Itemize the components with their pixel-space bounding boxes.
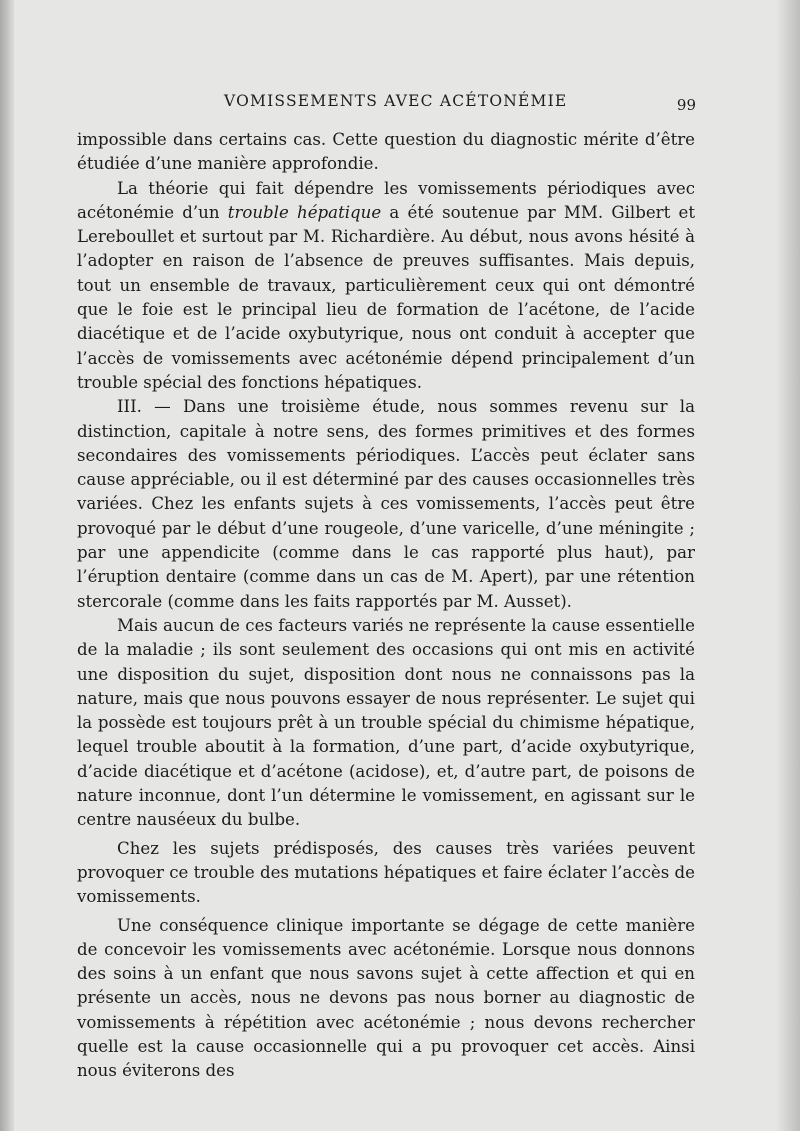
- paragraph-6: [77, 914, 695, 1084]
- binding-shadow: [0, 0, 14, 1131]
- page-number: 99: [676, 96, 696, 114]
- paragraph-3: [77, 395, 695, 614]
- paragraph-5-text: Chez les sujets prédisposés, des causes très variées peuvent provoquer ce trouble des mutations hépatiques et faire éclater l’accès de vomissements.: [77, 838, 695, 907]
- paragraph-4-text: Mais aucun de ces facteurs variés ne représente la cause essentielle de la maladie ; ils sont seulement des occasions qui ont mis en activité une disposition du sujet, disposition dont nous ne connaissons pas la nature, mais que nous pouvons essayer de nous représenter. Le sujet qui la possède est toujours prêt à un trouble spécial du chimisme hépatique, lequel trouble aboutit à la formation, d’une part, d’acide oxybutyrique, d’acide diacétique et d’acétone (acidose), et, d’autre part, de poisons de nature inconnue, dont l’un détermine le vomissement, en agissant sur le centre nauséeux du bulbe.: [77, 615, 695, 830]
- paragraph-2-text-after: a été soutenue par MM. Gilbert et Lereboullet et surtout par M. Richardière. Au début, nous avons hésité à l’adopter en raison de l’absence de preuves suffisantes. Mais depuis, tout un ensemble de travaux, particulièrement ceux qui ont démontré que le foie est le principal lieu de formation de l’acétone, de l’acide diacétique et de l’acide oxybutyrique, nous ont conduit à accepter que l’accès de vomissements avec acétonémie dépend principalement d’un trouble spécial des fonctions hépatiques.: [77, 202, 695, 392]
- paragraph-3-text: III. — Dans une troisième étude, nous sommes revenu sur la distinction, capitale à notre sens, des formes primitives et des formes secondaires des vomissements périodiques. L’accès peut éclater sans cause appréciable, ou il est déterminé par des causes occasionnelles très variées. Chez les enfants sujets à ces vomissements, l’accès peut être provoqué par le début d’une rougeole, d’une varicelle, d’une méningite ; par une appendicite (comme dans le cas rapporté plus haut), par l’éruption dentaire (comme dans un cas de M. Apert), par une rétention stercorale (comme dans les faits rapportés par M. Ausset).: [77, 397, 695, 611]
- page-edge-shadow: [776, 0, 800, 1131]
- paragraph-5: [77, 837, 695, 910]
- paragraph-4: [77, 614, 695, 833]
- paragraph-2: [77, 177, 695, 396]
- paragraph-6-text: Une conséquence clinique importante se dégage de cette manière de concevoir les vomissements avec acétonémie. Lorsque nous donnons des soins à un enfant que nous savons sujet à cette affection et qui en présente un accès, nous ne devons pas nous borner au diagnostic de vomissements à répétition avec acétonémie ; nous devons rechercher quelle est la cause occasionnelle qui a pu provoquer cet accès. Ainsi nous éviterons des: [77, 915, 695, 1081]
- body-text: [77, 128, 695, 1084]
- running-title: VOMISSEMENTS AVEC ACÉTONÉMIE: [224, 92, 568, 110]
- page-header: [78, 92, 696, 116]
- paragraph-2-text-before: La théorie qui fait dépendre les vomissements périodiques avec acétonémie d’un: [77, 178, 695, 222]
- paragraph-1-text: impossible dans certains cas. Cette question du diagnostic mérite d’être étudiée d’une manière approfondie.: [77, 130, 695, 174]
- paragraph-2-italic: trouble hépatique: [227, 202, 382, 222]
- paragraph-1: [77, 128, 695, 177]
